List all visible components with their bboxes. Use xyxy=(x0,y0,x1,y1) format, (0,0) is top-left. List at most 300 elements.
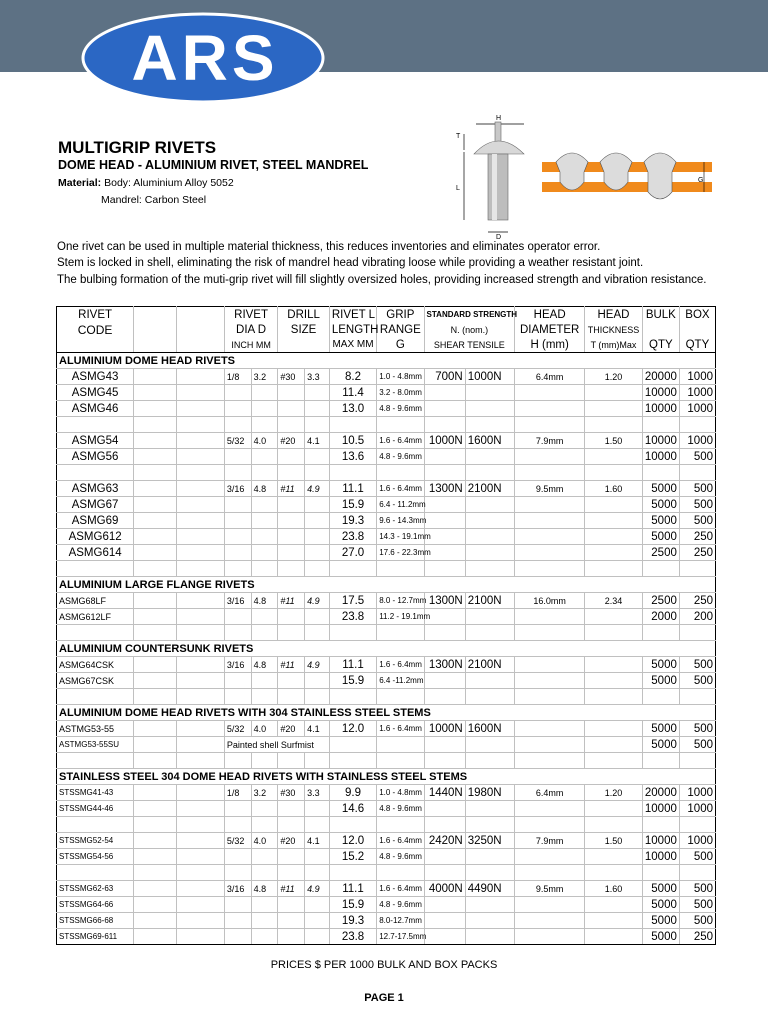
cell-drill-mm: 3.3 xyxy=(305,785,330,801)
cell-head-d xyxy=(515,513,585,529)
cell-bulk: 5000 xyxy=(642,513,679,529)
table-row xyxy=(57,609,716,625)
cell-inch xyxy=(224,929,251,945)
cell-grip: 4.8 - 9.6mm xyxy=(377,449,424,465)
cell-drill-mm: 4.1 xyxy=(305,833,330,849)
cell-length: 15.9 xyxy=(329,673,376,689)
cell-tensile xyxy=(465,609,514,625)
cell-length: 11.4 xyxy=(329,385,376,401)
header-code-2: CODE xyxy=(57,322,134,337)
cell-tensile xyxy=(465,529,514,545)
cell-head-d xyxy=(515,545,585,561)
cell-length: 19.3 xyxy=(329,913,376,929)
cell-drill-mm xyxy=(305,449,330,465)
cell-mm: 3.2 xyxy=(251,369,278,385)
cell-box: 1000 xyxy=(679,801,715,817)
table-row xyxy=(57,785,716,801)
cell-length: 12.0 xyxy=(329,721,376,737)
cell-tensile xyxy=(465,897,514,913)
cell-drill-no: #11 xyxy=(278,881,305,897)
cell-drill-mm: 4.1 xyxy=(305,721,330,737)
price-note: PRICES $ PER 1000 BULK AND BOX PACKS xyxy=(270,959,498,971)
table-row xyxy=(57,497,716,513)
cell-head-d: 6.4mm xyxy=(515,785,585,801)
cell-head-t: 1.20 xyxy=(585,785,643,801)
cell-note: Painted shell Surfmist xyxy=(224,737,329,753)
cell-inch xyxy=(224,529,251,545)
cell-box: 500 xyxy=(679,449,715,465)
cell-code: STSSMG52-54 xyxy=(57,833,134,849)
cell-box: 1000 xyxy=(679,785,715,801)
cell-code: STSSMG41-43 xyxy=(57,785,134,801)
blank-row xyxy=(57,417,716,433)
cell-length: 15.9 xyxy=(329,897,376,913)
cell-shear: 1300N xyxy=(424,593,465,609)
cell-bulk: 5000 xyxy=(642,673,679,689)
cell-drill-mm xyxy=(305,897,330,913)
section-row xyxy=(57,641,716,657)
header-headd-2: DIAMETER xyxy=(515,322,585,337)
cell-head-t: 1.50 xyxy=(585,833,643,849)
header-length-1: RIVET L xyxy=(329,307,376,323)
cell-grip: 4.8 - 9.6mm xyxy=(377,801,424,817)
cell-code: ASMG612 xyxy=(57,529,134,545)
material-body xyxy=(58,177,234,189)
cell-drill-no xyxy=(278,897,305,913)
cell-box: 250 xyxy=(679,529,715,545)
cell-length: 23.8 xyxy=(329,929,376,945)
blank-row xyxy=(57,689,716,705)
table-row xyxy=(57,801,716,817)
table-row xyxy=(57,881,716,897)
cell-head-t xyxy=(585,673,643,689)
cell-head-d: 16.0mm xyxy=(515,593,585,609)
cell-tensile: 3250N xyxy=(465,833,514,849)
cell-box: 500 xyxy=(679,849,715,865)
cell-mm xyxy=(251,497,278,513)
cell-mm xyxy=(251,929,278,945)
cell-drill-no xyxy=(278,513,305,529)
cell-head-d xyxy=(515,529,585,545)
cell-box: 500 xyxy=(679,897,715,913)
cell-inch xyxy=(224,545,251,561)
cell-inch xyxy=(224,449,251,465)
cell-bulk: 5000 xyxy=(642,737,679,753)
cell-head-d xyxy=(515,401,585,417)
cell-shear xyxy=(424,801,465,817)
cell-shear: 2420N xyxy=(424,833,465,849)
cell-box: 500 xyxy=(679,497,715,513)
cell-mm xyxy=(251,449,278,465)
cell-head-d xyxy=(515,929,585,945)
cell-grip: 1.0 - 4.8mm xyxy=(377,369,424,385)
cell-head-d xyxy=(515,673,585,689)
cell-shear xyxy=(424,897,465,913)
cell-code: ASMG68LF xyxy=(57,593,134,609)
table-row xyxy=(57,433,716,449)
cell-shear: 1000N xyxy=(424,433,465,449)
header-code-1: RIVET xyxy=(57,307,134,323)
cell-grip: 6.4 -11.2mm xyxy=(377,673,424,689)
cell-code: ASMG43 xyxy=(57,369,134,385)
cell-box: 250 xyxy=(679,545,715,561)
cell-head-t xyxy=(585,929,643,945)
cell-bulk: 2500 xyxy=(642,545,679,561)
cell-mm: 3.2 xyxy=(251,785,278,801)
cell-shear xyxy=(424,385,465,401)
cell-shear: 1000N xyxy=(424,721,465,737)
cell-shear xyxy=(424,929,465,945)
cell-mm xyxy=(251,401,278,417)
cell-head-t xyxy=(585,801,643,817)
cell-head-d: 6.4mm xyxy=(515,369,585,385)
cell-grip: 1.6 - 6.4mm xyxy=(377,721,424,737)
cell-shear xyxy=(424,609,465,625)
cell-head-d xyxy=(515,609,585,625)
cell-inch: 3/16 xyxy=(224,481,251,497)
cell-mm: 4.0 xyxy=(251,721,278,737)
header-length-2: LENGTH xyxy=(329,322,376,337)
cell-inch: 1/8 xyxy=(224,785,251,801)
dim-g-label: G xyxy=(698,177,704,184)
cell-box: 500 xyxy=(679,481,715,497)
cell-shear: 4000N xyxy=(424,881,465,897)
section-title: ALUMINIUM COUNTERSUNK RIVETS xyxy=(57,641,716,657)
cell-drill-mm: 3.3 xyxy=(305,369,330,385)
cell-mm xyxy=(251,897,278,913)
cell-tensile xyxy=(465,401,514,417)
cell-code: ASMG67CSK xyxy=(57,673,134,689)
cell-head-t: 1.20 xyxy=(585,369,643,385)
header-grip-1: GRIP xyxy=(377,307,424,323)
table-row xyxy=(57,849,716,865)
cell-bulk: 5000 xyxy=(642,913,679,929)
cell-grip: 4.8 - 9.6mm xyxy=(377,849,424,865)
blank-row xyxy=(57,465,716,481)
cell-head-t xyxy=(585,737,643,753)
header-headd-1: HEAD xyxy=(515,307,585,323)
dim-d-label: D xyxy=(496,234,502,241)
cell-drill-no xyxy=(278,449,305,465)
cell-drill-no: #20 xyxy=(278,721,305,737)
header-drill-1: DRILL xyxy=(278,307,329,323)
cell-bulk: 2000 xyxy=(642,609,679,625)
cell-box: 250 xyxy=(679,593,715,609)
section-title: ALUMINIUM DOME HEAD RIVETS WITH 304 STAINLESS STEEL STEMS xyxy=(57,705,716,721)
cell-code: ASMG69 xyxy=(57,513,134,529)
cell-grip: 9.6 - 14.3mm xyxy=(377,513,424,529)
cell-mm: 4.8 xyxy=(251,881,278,897)
section-title: ALUMINIUM LARGE FLANGE RIVETS xyxy=(57,577,716,593)
cell-length: 9.9 xyxy=(329,785,376,801)
cell-head-t xyxy=(585,497,643,513)
cell-length: 17.5 xyxy=(329,593,376,609)
cell-grip: 3.2 - 8.0mm xyxy=(377,385,424,401)
cell-length: 11.1 xyxy=(329,481,376,497)
blank-row xyxy=(57,865,716,881)
cell-bulk: 10000 xyxy=(642,801,679,817)
cell-grip: 1.6 - 6.4mm xyxy=(377,657,424,673)
header-bulk-3: QTY xyxy=(642,337,679,353)
cell-inch: 5/32 xyxy=(224,433,251,449)
cell-drill-mm xyxy=(305,529,330,545)
cell-drill-mm xyxy=(305,385,330,401)
cell-length: 11.1 xyxy=(329,657,376,673)
cell-length: 15.2 xyxy=(329,849,376,865)
cell-code: ASMG46 xyxy=(57,401,134,417)
cell-head-t xyxy=(585,449,643,465)
ars-logo xyxy=(0,0,340,108)
cell-bulk: 5000 xyxy=(642,497,679,513)
cell-shear xyxy=(424,497,465,513)
material-body-text: Body: Aluminium Alloy 5052 xyxy=(104,177,234,189)
cell-tensile xyxy=(465,545,514,561)
cell-shear: 700N xyxy=(424,369,465,385)
cell-shear xyxy=(424,737,465,753)
cell-tensile: 1600N xyxy=(465,433,514,449)
cell-drill-no xyxy=(278,673,305,689)
header-box-2 xyxy=(679,322,715,337)
intro-line-2: Stem is locked in shell, eliminating the risk of mandrel head vibrating loose while providing a weather resistant joint. xyxy=(57,257,644,269)
cell-grip: 4.8 - 9.6mm xyxy=(377,401,424,417)
section-row xyxy=(57,577,716,593)
section-row xyxy=(57,353,716,369)
table-row xyxy=(57,545,716,561)
cell-inch: 5/32 xyxy=(224,833,251,849)
cell-drill-no: #11 xyxy=(278,481,305,497)
cell-head-t xyxy=(585,721,643,737)
header-dia-1: RIVET xyxy=(224,307,278,323)
blank-row xyxy=(57,753,716,769)
header-headt-3: T (mm)Max xyxy=(585,337,643,353)
cell-mm: 4.0 xyxy=(251,833,278,849)
cell-bulk: 10000 xyxy=(642,433,679,449)
dim-t-label: T xyxy=(456,133,461,140)
cell-box: 1000 xyxy=(679,385,715,401)
header-grip-3: G xyxy=(377,337,424,353)
cell-tensile xyxy=(465,513,514,529)
cell-box: 200 xyxy=(679,609,715,625)
cell-shear xyxy=(424,849,465,865)
cell-code: STSSMG44-46 xyxy=(57,801,134,817)
cell-mm xyxy=(251,673,278,689)
table-row xyxy=(57,401,716,417)
header-headt-1: HEAD xyxy=(585,307,643,323)
cell-bulk: 10000 xyxy=(642,849,679,865)
cell-head-t xyxy=(585,545,643,561)
cell-tensile: 1980N xyxy=(465,785,514,801)
cell-tensile xyxy=(465,497,514,513)
cell-shear xyxy=(424,913,465,929)
cell-drill-no xyxy=(278,801,305,817)
cell-grip: 8.0-12.7mm xyxy=(377,913,424,929)
cell-bulk: 20000 xyxy=(642,785,679,801)
cell-grip: 8.0 - 12.7mm xyxy=(377,593,424,609)
cell-head-t xyxy=(585,513,643,529)
cell-drill-mm xyxy=(305,513,330,529)
cell-shear xyxy=(424,673,465,689)
cell-code: STSSMG62-63 xyxy=(57,881,134,897)
cell-inch xyxy=(224,801,251,817)
cell-head-d xyxy=(515,449,585,465)
cell-shear xyxy=(424,449,465,465)
table-row xyxy=(57,529,716,545)
section-title: STAINLESS STEEL 304 DOME HEAD RIVETS WITH STAINLESS STEEL STEMS xyxy=(57,769,716,785)
cell-drill-mm: 4.1 xyxy=(305,433,330,449)
cell-box: 500 xyxy=(679,673,715,689)
cell-bulk: 5000 xyxy=(642,481,679,497)
cell-tensile: 1600N xyxy=(465,721,514,737)
cell-tensile xyxy=(465,849,514,865)
cell-tensile: 4490N xyxy=(465,881,514,897)
cell-shear: 1300N xyxy=(424,481,465,497)
cell-inch: 3/16 xyxy=(224,593,251,609)
cell-drill-mm: 4.9 xyxy=(305,481,330,497)
cell-code: ASTMG53-55 xyxy=(57,721,134,737)
cell-grip xyxy=(377,737,424,753)
cell-length: 23.8 xyxy=(329,529,376,545)
cell-box: 1000 xyxy=(679,369,715,385)
header-box-3: QTY xyxy=(679,337,715,353)
cell-bulk: 5000 xyxy=(642,881,679,897)
cell-bulk: 20000 xyxy=(642,369,679,385)
cell-drill-no: #20 xyxy=(278,833,305,849)
cell-drill-no: #20 xyxy=(278,433,305,449)
cell-bulk: 10000 xyxy=(642,833,679,849)
cell-head-d: 7.9mm xyxy=(515,433,585,449)
table-row xyxy=(57,913,716,929)
cell-code: ASMG67 xyxy=(57,497,134,513)
cell-inch xyxy=(224,513,251,529)
cell-mm xyxy=(251,545,278,561)
cell-inch xyxy=(224,401,251,417)
material-mandrel: Mandrel: Carbon Steel xyxy=(101,194,207,206)
table-row xyxy=(57,897,716,913)
intro-line-1: One rivet can be used in multiple material thickness, this reduces inventories and eliminates operator error. xyxy=(57,241,601,253)
cell-bulk: 5000 xyxy=(642,929,679,945)
cell-inch xyxy=(224,497,251,513)
cell-inch: 5/32 xyxy=(224,721,251,737)
cell-drill-mm: 4.9 xyxy=(305,657,330,673)
cell-drill-no xyxy=(278,929,305,945)
cell-grip: 1.6 - 6.4mm xyxy=(377,833,424,849)
cell-code: ASMG614 xyxy=(57,545,134,561)
cell-grip: 1.6 - 6.4mm xyxy=(377,433,424,449)
cell-head-t xyxy=(585,849,643,865)
cell-bulk: 10000 xyxy=(642,385,679,401)
cell-code: ASMG63 xyxy=(57,481,134,497)
header-bulk-2 xyxy=(642,322,679,337)
table-row xyxy=(57,513,716,529)
cell-box: 500 xyxy=(679,913,715,929)
cell-code: STSSMG69-611 xyxy=(57,929,134,945)
table-row xyxy=(57,833,716,849)
dim-l-label: L xyxy=(456,185,460,192)
cell-shear xyxy=(424,401,465,417)
cell-mm xyxy=(251,849,278,865)
cell-inch xyxy=(224,849,251,865)
cell-length: 19.3 xyxy=(329,513,376,529)
header-box-1: BOX xyxy=(679,307,715,323)
cell-length: 12.0 xyxy=(329,833,376,849)
cell-drill-no xyxy=(278,849,305,865)
table-row xyxy=(57,737,716,753)
logo-text: ARS xyxy=(131,22,279,94)
cell-shear: 1300N xyxy=(424,657,465,673)
header-grip-2: RANGE xyxy=(377,322,424,337)
cell-mm: 4.8 xyxy=(251,593,278,609)
cell-head-t xyxy=(585,385,643,401)
cell-drill-no xyxy=(278,545,305,561)
cell-head-d: 7.9mm xyxy=(515,833,585,849)
section-row xyxy=(57,705,716,721)
header-strength-2: N. (nom.) xyxy=(424,322,515,337)
cell-code: ASMG45 xyxy=(57,385,134,401)
cell-head-d xyxy=(515,721,585,737)
cell-drill-no xyxy=(278,497,305,513)
cell-box: 1000 xyxy=(679,401,715,417)
cell-tensile: 2100N xyxy=(465,593,514,609)
cell-length: 13.0 xyxy=(329,401,376,417)
cell-code: STSSMG54-56 xyxy=(57,849,134,865)
cell-grip: 11.2 - 19.1mm xyxy=(377,609,424,625)
header-code-3 xyxy=(57,337,134,353)
table-row xyxy=(57,593,716,609)
cell-length xyxy=(329,737,376,753)
cell-head-t xyxy=(585,897,643,913)
cell-box: 1000 xyxy=(679,833,715,849)
cell-grip: 17.6 - 22.3mm xyxy=(377,545,424,561)
cell-tensile xyxy=(465,737,514,753)
cell-shear: 1440N xyxy=(424,785,465,801)
cell-head-t: 2.34 xyxy=(585,593,643,609)
cell-drill-mm xyxy=(305,929,330,945)
blank-row xyxy=(57,561,716,577)
material-label: Material: xyxy=(58,177,102,189)
cell-bulk: 5000 xyxy=(642,657,679,673)
dim-h-label: H xyxy=(496,115,502,122)
table-row xyxy=(57,369,716,385)
cell-code: STSSMG64-66 xyxy=(57,897,134,913)
cell-bulk: 5000 xyxy=(642,721,679,737)
cell-box: 500 xyxy=(679,737,715,753)
cell-bulk: 2500 xyxy=(642,593,679,609)
cell-code: ASMG56 xyxy=(57,449,134,465)
cell-drill-mm xyxy=(305,801,330,817)
cell-grip: 6.4 - 11.2mm xyxy=(377,497,424,513)
header-dia-2: DIA D xyxy=(224,322,278,337)
cell-tensile xyxy=(465,449,514,465)
header-row-1 xyxy=(57,307,716,323)
cell-tensile xyxy=(465,385,514,401)
blank-row xyxy=(57,817,716,833)
header-drill-2: SIZE xyxy=(278,322,329,337)
cell-drill-mm: 4.9 xyxy=(305,593,330,609)
cell-box: 1000 xyxy=(679,433,715,449)
header-bulk-1: BULK xyxy=(642,307,679,323)
cell-tensile xyxy=(465,673,514,689)
cell-code: STSSMG66-68 xyxy=(57,913,134,929)
cell-mm: 4.0 xyxy=(251,433,278,449)
cell-length: 23.8 xyxy=(329,609,376,625)
cell-drill-no: #30 xyxy=(278,369,305,385)
cell-code: ASMG54 xyxy=(57,433,134,449)
header-headd-3: H (mm) xyxy=(515,337,585,353)
cell-drill-mm xyxy=(305,545,330,561)
cell-length: 10.5 xyxy=(329,433,376,449)
table-row xyxy=(57,385,716,401)
cell-head-t xyxy=(585,913,643,929)
